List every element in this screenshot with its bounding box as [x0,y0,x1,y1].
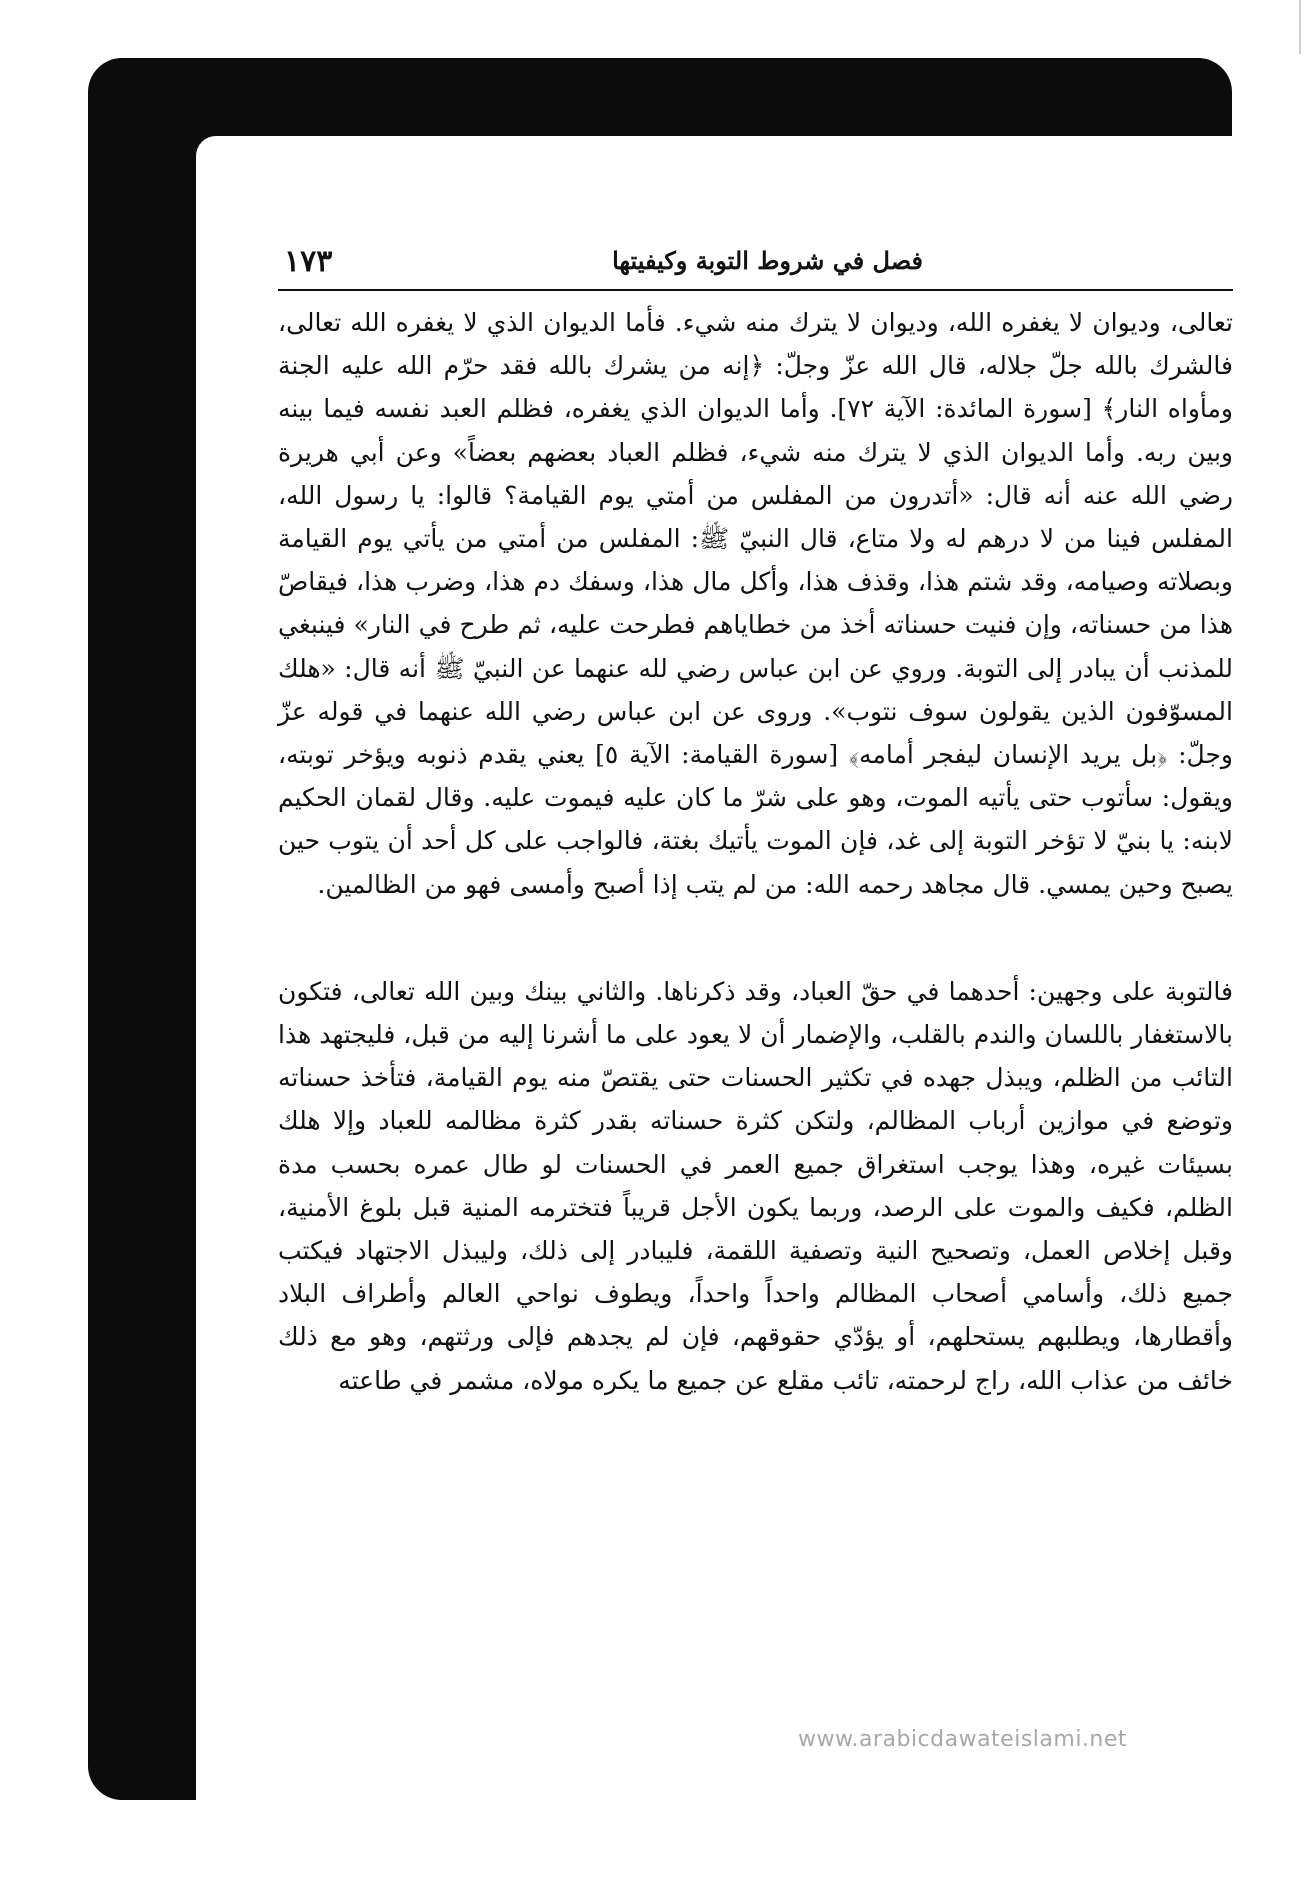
paragraph-2: فالتوبة على وجهين: أحدهما في حقّ العباد، وقد ذكرناها. والثاني بينك وبين الله تعالى، فتكون بالاستغفار باللسان والندم بالقلب، والإضمار أن لا يعود على ما أشرنا إليه من قبل، فليجتهد هذا التائب من الظلم، ويبذل جهده في تكثير الحسنات حتى يقتصّ منه يوم القيامة، فتأخذ حسناته وتوضع في موازين أرباب المظالم، ولتكن كثرة حسناته بقدر كثرة مظالمه للعباد وإلا هلك بسيئات غيره، وهذا يوجب استغراق جميع العمر في الحسنات لو طال عمره بحسب مدة الظلم، فكيف والموت على الرصد، وربما يكون الأجل قريباً فتخترمه المنية قبل بلوغ الأمنية، وقبل إخلاص العمل، وتصحيح النية وتصفية اللقمة، فليبادر إلى ذلك، وليبذل الاجتهاد فيكتب جميع ذلك، وأسامي أصحاب المظالم واحداً واحداً، ويطوف نواحي العالم وأطراف البلاد وأقطارها، ويطلبهم يستحلهم، أو يؤدّي حقوقهم، فإن لم يجدهم فإلى ورثتهم، وهو مع ذلك خائف من عذاب الله، راج لرحمته، تائب مقلع عن جميع ما يكره مولاه، مشمر في طاعته [278,976,1233,1395]
scan-edge-mark [1299,0,1301,54]
running-header [278,244,1233,286]
paragraph-1: تعالى، وديوان لا يغفره الله، وديوان لا يترك منه شيء. فأما الديوان الذي لا يغفره الله تعالى، فالشرك بالله جلّ جلاله، قال الله عزّ وجلّ: ﴿إنه من يشرك بالله فقد حرّم الله عليه الجنة ومأواه النار﴾ [سورة المائدة: الآية ٧٢]. وأما الديوان الذي يغفره، فظلم العبد نفسه فيما بينه وبين ربه. وأما الديوان الذي لا يترك منه شيء، فظلم العباد بعضهم بعضاً» وعن أبي هريرة رضي الله عنه أنه قال: «أتدرون من المفلس من أمتي يوم القيامة؟ قالوا: يا رسول الله، المفلس فينا من لا درهم له ولا متاع، قال النبيّ ﷺ: المفلس من أمتي من يأتي يوم القيامة وبصلاته وصيامه، وقد شتم هذا، وقذف هذا، وأكل مال هذا، وسفك دم هذا، وضرب هذا، فيقاصّ هذا من حسناته، وإن فنيت حسناته أخذ من خطاياهم فطرحت عليه، ثم طرح في النار» فينبغي للمذنب أن يبادر إلى التوبة. وروي عن ابن عباس رضي لله عنهما عن النبيّ ﷺ أنه قال: «هلك المسوّفون الذين يقولون سوف نتوب». وروى عن ابن عباس رضي الله عنهما في قوله عزّ وجلّ: ﴿بل يريد الإنسان ليفجر أمامه﴾ [سورة القيامة: الآية ٥] يعني يقدم ذنوبه ويؤخر توبته، ويقول: سأتوب حتى يأتيه الموت، وهو على شرّ ما كان عليه فيموت عليه. وقال لقمان الحكيم لابنه: يا بنيّ لا تؤخر التوبة إلى غد، فإن الموت يأتيك بغتة، فالواجب على كل أحد أن يتوب حين يصبح وحين يمسي. قال مجاهد رحمه الله: من لم يتب إذا أصبح وأمسى فهو من الظالمين. [278,308,1233,899]
page-paper [196,136,1300,1838]
header-rule [278,289,1233,291]
page-number: ١٧٣ [284,244,333,279]
page-frame [88,58,1232,1800]
body-text [278,301,1233,1402]
header-title: فصل في شروط التوبة وكيفيتها [612,246,923,275]
watermark: www.arabicdawateislami.net [798,1727,1128,1752]
